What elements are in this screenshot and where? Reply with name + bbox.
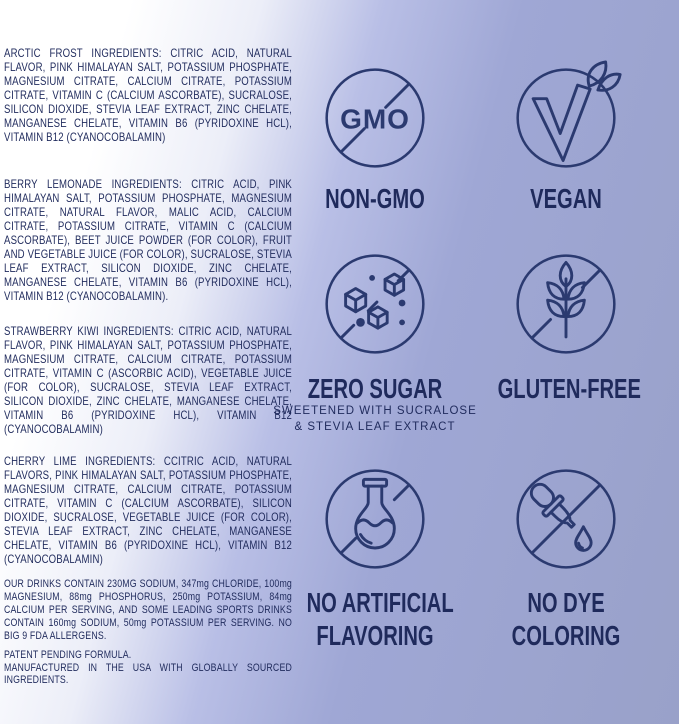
badge-label-no-dye-coloring (498, 586, 635, 652)
manufacture-note: MANUFACTURED IN THE USA WITH GLOBALLY SOURCED INGREDIENTS. (4, 661, 292, 686)
label-line: NO DYE (527, 587, 605, 618)
label-line: FLAVORING (316, 620, 434, 651)
zero-sugar-subtext-line1: SWEETENED WITH SUCRALOSE (273, 405, 477, 417)
label-line: NO ARTIFICIAL (306, 587, 454, 618)
badge-label-gluten-free: GLUTEN-FREE (497, 373, 641, 404)
flask-crossed-icon (317, 461, 433, 577)
badge-label-vegan: VEGAN (530, 183, 602, 214)
gmo-icon-text: GMO (340, 103, 410, 135)
sugar-cubes-crossed-icon (317, 246, 433, 362)
label-line: COLORING (511, 620, 621, 651)
vegan-v-leaf-icon (508, 60, 624, 176)
badge-label-non-gmo: NON-GMO (325, 183, 425, 214)
ingredients-cherry-lime: CHERRY LIME INGREDIENTS: CCITRIC ACID, NATURAL FLAVORS, PINK HIMALAYAN SALT, POTASSIUM PHOSPHATE, MAGNESIUM CITRATE, CALCIUM CITRATE, POTASSIUM CITRATE, VITAMIN C (CALCIUM ASCORBATE), SILICON DIOXIDE, SUCRALOSE, VEGETABLE JUICE (FOR COLOR), STEVIA LEAF EXTRACT, ZINC CHELATE, MANGANESE CHELATE, VITAMIN B6 (PYRIDOXINE HCL), VITAMIN B12 (CYANOCOBALAMIN) (4, 454, 292, 566)
patent-note: PATENT PENDING FORMULA. (4, 649, 132, 661)
zero-sugar-subtext (260, 403, 490, 435)
badge-label-zero-sugar: ZERO SUGAR (307, 373, 443, 404)
dropper-crossed-icon (508, 461, 624, 577)
ingredients-arctic-frost: ARCTIC FROST INGREDIENTS: CITRIC ACID, NATURAL FLAVOR, PINK HIMALAYAN SALT, POTASSIUM PHOSPHATE, MAGNESIUM CITRATE, CALCIUM CITRATE, POTASSIUM CITRATE, VITAMIN C (CALCIUM ASCORBATE), SUCRALOSE, SILICON DIOXIDE, STEVIA LEAF EXTRACT, ZINC CHELATE, MANGANESE CHELATE, VITAMIN B6 (PYRIDOXINE HCL), VITAMIN B12 (CYANOCOBALAMIN) (4, 46, 292, 144)
nutrition-comparison-note: OUR DRINKS CONTAIN 230MG SODIUM, 347mg CHLORIDE, 100mg MAGNESIUM, 88mg PHOSPHORUS, 250mg POTASSIUM, 84mg CALCIUM PER SERVING, AND SOME LEADING SPORTS DRINKS CONTAIN 160mg SODIUM, 50mg POTASSIUM PER SERVING. NO BIG 9 FDA ALLERGENS. (4, 578, 292, 642)
ingredients-strawberry-kiwi: STRAWBERRY KIWI INGREDIENTS: CITRIC ACID, NATURAL FLAVOR, PINK HIMALAYAN SALT, POTASSIUM PHOSPHATE, MAGNESIUM CITRATE, CALCIUM CITRATE, POTASSIUM CITRATE, VITAMIN C (ASCORBIC ACID), VEGETABLE JUICE (FOR COLOR), SUCRALOSE, STEVIA LEAF EXTRACT, SILICON DIOXIDE, ZINC CHELATE, MANGANESE CHELATE, VITAMIN B6 (PYRIDOXINE HCL), VITAMIN B12 (CYANOCOBALAMIN) (4, 324, 292, 436)
footer-notes (4, 649, 292, 687)
badge-label-no-artificial-flavoring (306, 586, 454, 652)
ingredients-berry-lemonade: BERRY LEMONADE INGREDIENTS: CITRIC ACID, PINK HIMALAYAN SALT, POTASSIUM PHOSPHATE, MAGNESIUM CITRATE, NATURAL FLAVOR, MALIC ACID, CALCIUM CITRATE, POTASSIUM CITRATE, VITAMIN C (CALCIUM ASCORBATE), BEET JUICE POWDER (FOR COLOR), FRUIT AND VEGETABLE JUICE (FOR COLOR), SUCRALOSE, STEVIA LEAF EXTRACT, SILICON DIOXIDE, ZINC CHELATE, MANGANESE CHELATE, VITAMIN B6 (PYRIDOXINE HCL), VITAMIN B12 (CYANOCOBALAMIN). (4, 177, 292, 303)
wheat-crossed-icon (508, 246, 624, 362)
gmo-crossed-icon (317, 60, 433, 176)
zero-sugar-subtext-line2: & STEVIA LEAF EXTRACT (294, 421, 456, 433)
